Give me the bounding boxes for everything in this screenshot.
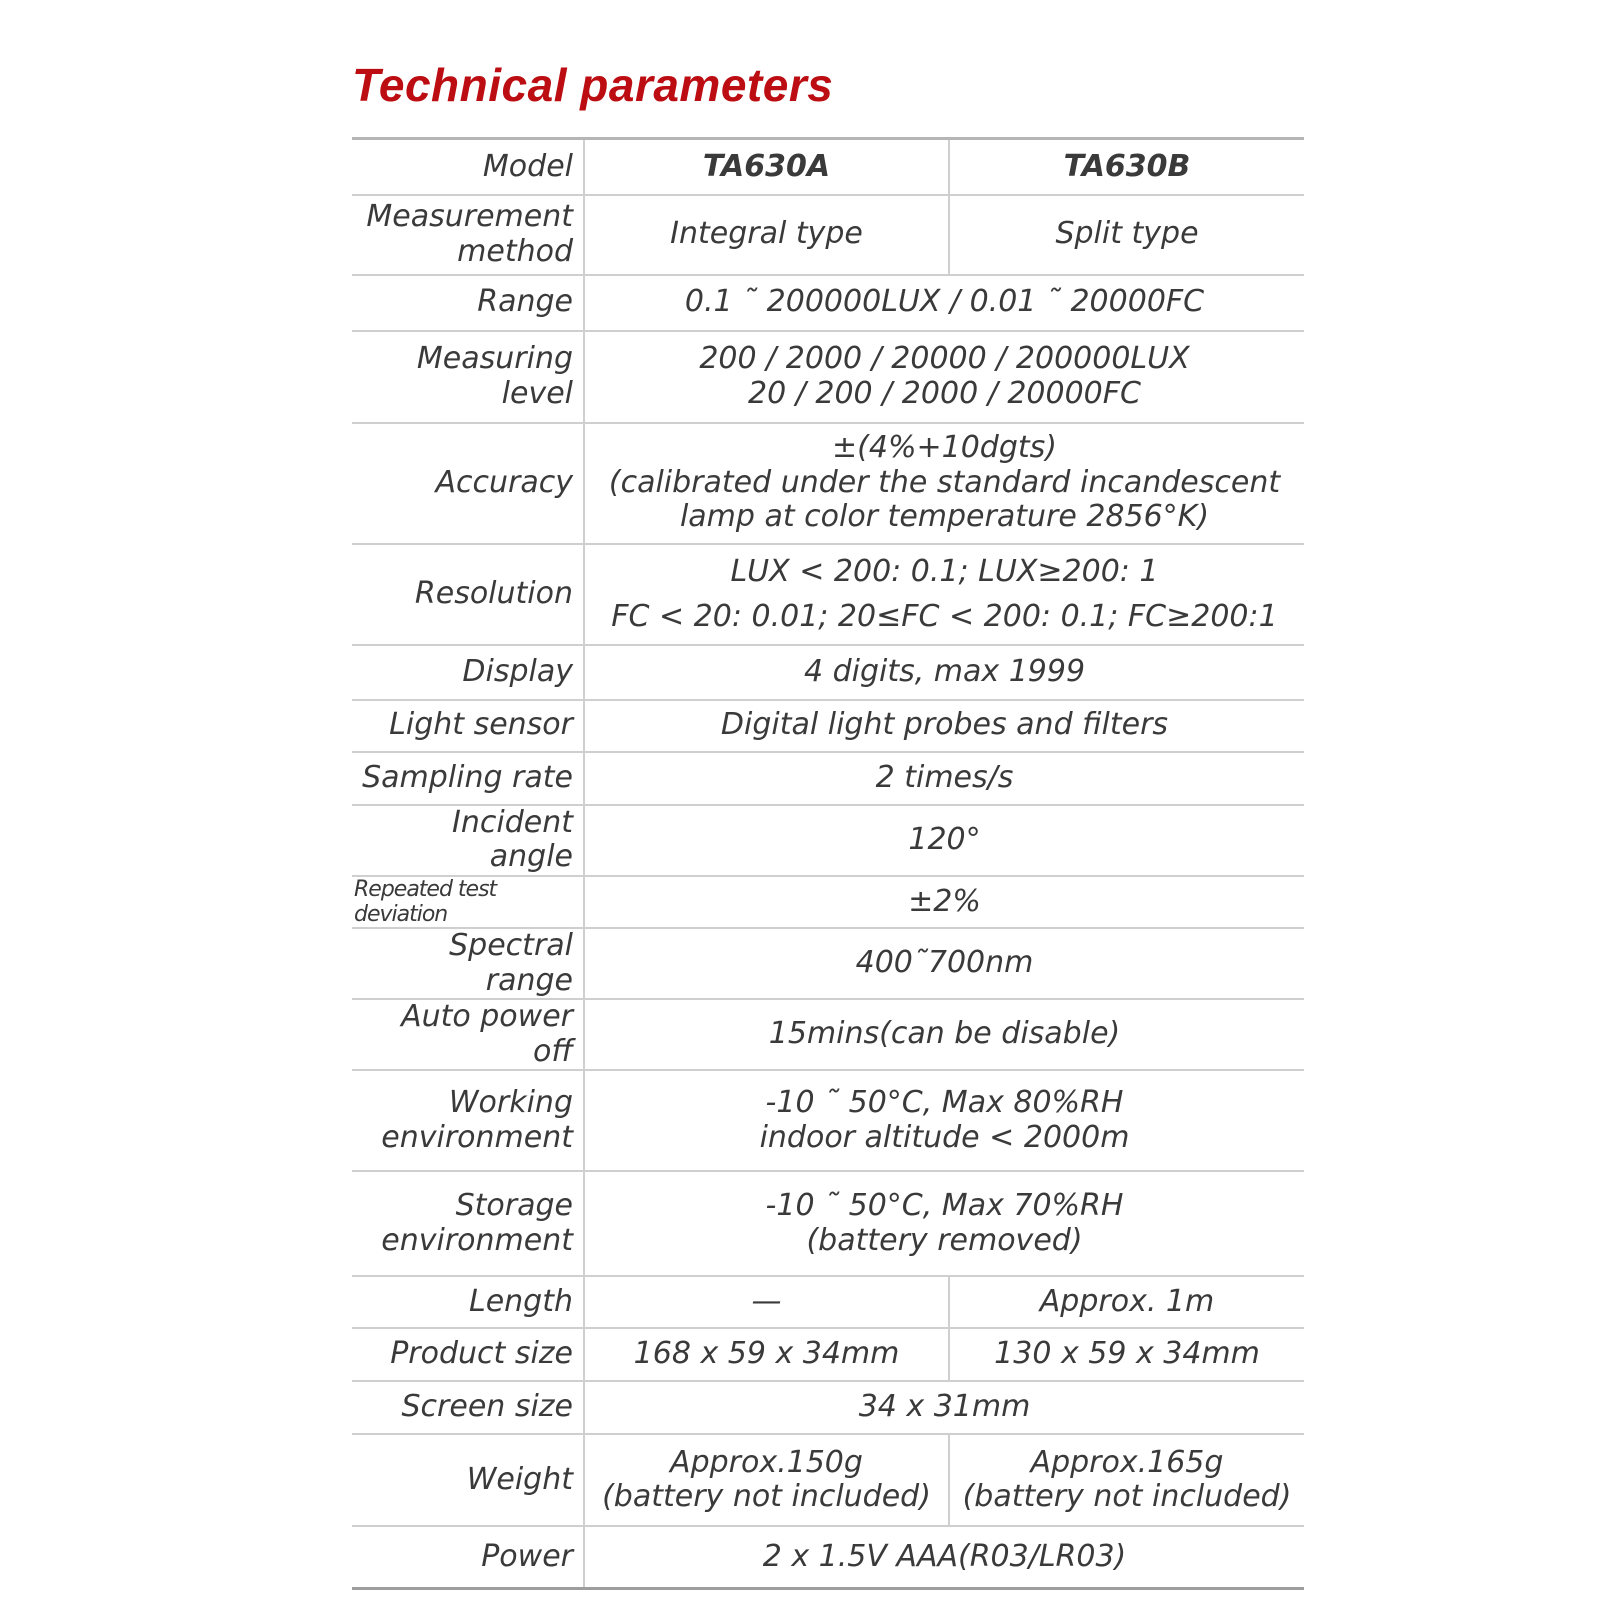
- display-value: 4 digits, max 1999: [584, 645, 1304, 700]
- value-line: ±(4%+10dgts): [832, 430, 1057, 466]
- row-screen-size: [352, 1381, 1304, 1434]
- value-line: 20 / 200 / 2000 / 20000FC: [748, 375, 1141, 411]
- row-incident-angle: [352, 805, 1304, 876]
- value-line: 200 / 2000 / 20000 / 200000LUX: [699, 341, 1190, 376]
- value-line: FC < 20: 0.01; 20≤FC < 200: 0.1; FC≥200:1: [611, 599, 1278, 634]
- value-line: lamp at color temperature 2856°K): [679, 499, 1210, 535]
- auto-power-off-value: 15mins(can be disable): [584, 999, 1304, 1070]
- method-a: Integral type: [584, 195, 949, 275]
- value-line: Approx.150g: [670, 1444, 863, 1480]
- label-resolution: Resolution: [352, 544, 584, 645]
- label-product-size: Product size: [352, 1328, 584, 1381]
- row-measurement-method: [352, 195, 1304, 275]
- value-line: -10 ˜ 50°C, Max 70%RH: [765, 1188, 1124, 1224]
- weight-b: [949, 1434, 1304, 1526]
- row-weight: [352, 1434, 1304, 1526]
- label-repeated-test-deviation: Repeated test deviation: [352, 876, 584, 929]
- label-accuracy: Accuracy: [352, 423, 584, 544]
- label-line: Working: [448, 1085, 573, 1121]
- technical-parameters-table: [352, 137, 1304, 1590]
- row-working-environment: [352, 1070, 1304, 1171]
- label-model: Model: [352, 139, 584, 195]
- measuring-level-value: [584, 331, 1304, 423]
- value-line: LUX < 200: 0.1; LUX≥200: 1: [730, 554, 1159, 589]
- row-spectral-range: [352, 928, 1304, 999]
- storage-environment-value: [584, 1171, 1304, 1276]
- row-display: [352, 645, 1304, 700]
- row-power: [352, 1526, 1304, 1588]
- row-repeated-test-deviation: [352, 876, 1304, 929]
- label-line: level: [501, 375, 573, 411]
- model-a: TA630A: [584, 139, 949, 195]
- row-accuracy: [352, 423, 1304, 544]
- row-sampling-rate: [352, 752, 1304, 805]
- screen-size-value: 34 x 31mm: [584, 1381, 1304, 1434]
- label-light-sensor: Light sensor: [352, 700, 584, 752]
- label-measuring-level: [352, 331, 584, 423]
- label-incident-angle: Incident angle: [352, 805, 584, 876]
- row-storage-environment: [352, 1171, 1304, 1276]
- power-value: 2 x 1.5V AAA(R03/LR03): [584, 1526, 1304, 1588]
- value-line: -10 ˜ 50°C, Max 80%RH: [765, 1085, 1124, 1121]
- label-line: environment: [381, 1222, 573, 1258]
- label-power: Power: [352, 1526, 584, 1588]
- resolution-value: [584, 544, 1304, 645]
- product-size-b: 130 x 59 x 34mm: [949, 1328, 1304, 1381]
- repeated-test-deviation-value: ±2%: [584, 876, 1304, 929]
- label-measurement-method: [352, 195, 584, 275]
- length-a: —: [584, 1276, 949, 1328]
- method-b: Split type: [949, 195, 1304, 275]
- label-screen-size: Screen size: [352, 1381, 584, 1434]
- label-line: Measuring: [416, 341, 573, 376]
- product-size-a: 168 x 59 x 34mm: [584, 1328, 949, 1381]
- row-product-size: [352, 1328, 1304, 1381]
- label-display: Display: [352, 645, 584, 700]
- row-model: [352, 139, 1304, 195]
- incident-angle-value: 120°: [584, 805, 1304, 876]
- accuracy-value: [584, 423, 1304, 544]
- row-light-sensor: [352, 700, 1304, 752]
- label-sampling-rate: Sampling rate: [352, 752, 584, 805]
- label-line: Storage: [455, 1188, 573, 1224]
- label-length: Length: [352, 1276, 584, 1328]
- sampling-rate-value: 2 times/s: [584, 752, 1304, 805]
- light-sensor-value: Digital light probes and filters: [584, 700, 1304, 752]
- label-line: Measurement: [366, 199, 573, 234]
- label-auto-power-off: Auto power off: [352, 999, 584, 1070]
- row-resolution: [352, 544, 1304, 645]
- range-value: 0.1 ˜ 200000LUX / 0.01 ˜ 20000FC: [584, 275, 1304, 331]
- row-measuring-level: [352, 331, 1304, 423]
- working-environment-value: [584, 1070, 1304, 1171]
- model-b: TA630B: [949, 139, 1304, 195]
- value-line: Approx.165g: [1030, 1444, 1224, 1480]
- label-storage-environment: [352, 1171, 584, 1276]
- value-line: (battery not included): [602, 1479, 931, 1515]
- value-line: (battery removed): [806, 1222, 1083, 1258]
- value-line: (calibrated under the standard incandescent: [608, 464, 1281, 500]
- weight-a: [584, 1434, 949, 1526]
- value-line: (battery not included): [962, 1479, 1292, 1515]
- row-length: [352, 1276, 1304, 1328]
- label-line: method: [457, 233, 573, 269]
- row-auto-power-off: [352, 999, 1304, 1070]
- label-weight: Weight: [352, 1434, 584, 1526]
- label-spectral-range: Spectral range: [352, 928, 584, 999]
- length-b: Approx. 1m: [949, 1276, 1304, 1328]
- row-range: [352, 275, 1304, 331]
- page-title: Technical parameters: [352, 59, 834, 111]
- value-line: indoor altitude < 2000m: [759, 1119, 1130, 1155]
- spectral-range-value: 400˜700nm: [584, 928, 1304, 999]
- label-line: environment: [381, 1119, 573, 1155]
- label-range: Range: [352, 275, 584, 331]
- label-working-environment: [352, 1070, 584, 1171]
